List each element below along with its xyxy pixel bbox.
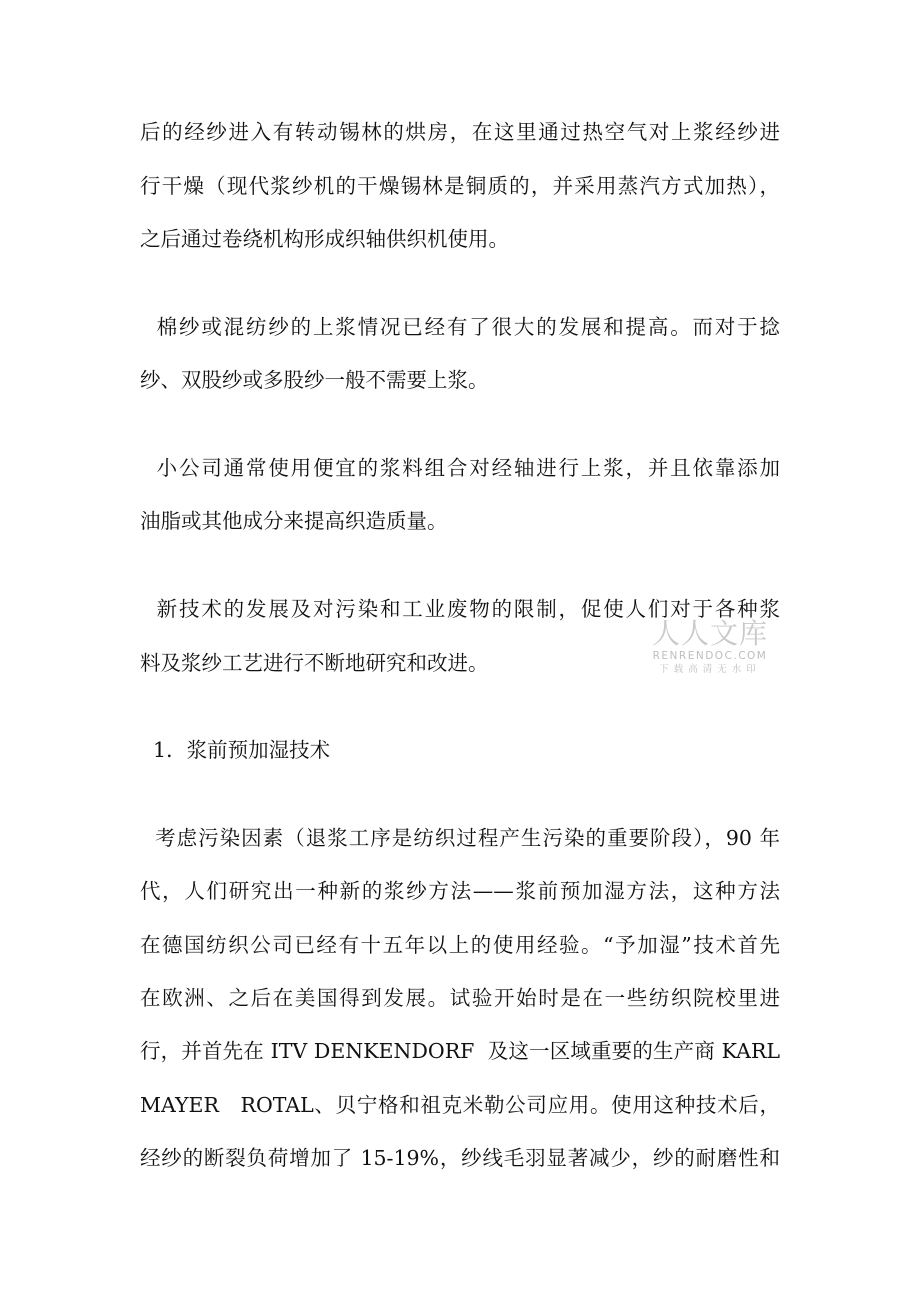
paragraph-5-line-4: 在欧洲、之后在美国得到发展。试验开始时是在一些纺织院校里进 xyxy=(140,986,780,1010)
paragraph-4-line-1: 新技术的发展及对污染和工业废物的限制，促使人们对于各种浆 xyxy=(140,597,780,621)
paragraph-5-line-6: MAYER ROTAL、贝宁格和祖克米勒公司应用。使用这种技术后， xyxy=(140,1093,780,1117)
paragraph-1-line-3: 之后通过卷绕机构形成织轴供织机使用。 xyxy=(140,227,509,251)
watermark-url: RENRENDOC.COM xyxy=(652,650,768,662)
section-heading: 1．浆前预加湿技术 xyxy=(140,738,331,762)
paragraph-5-line-1: 考虑污染因素（退浆工序是纺织过程产生污染的重要阶段），90 年 xyxy=(140,826,780,850)
watermark-title: 人人文库 xyxy=(651,617,768,650)
paragraph-1-line-2: 行干燥（现代浆纱机的干燥锡林是铜质的，并采用蒸汽方式加热）， xyxy=(140,174,780,198)
paragraph-1-line-1: 后的经纱进入有转动锡林的烘房，在这里通过热空气对上浆经纱进 xyxy=(140,120,780,144)
watermark-subtitle: 下载高清无水印 xyxy=(659,664,761,675)
paragraph-3-line-2: 油脂或其他成分来提高织造质量。 xyxy=(140,509,448,533)
paragraph-3-line-1: 小公司通常使用便宜的浆料组合对经轴进行上浆，并且依靠添加 xyxy=(140,456,780,480)
watermark-logo xyxy=(640,618,780,676)
paragraph-5-line-3: 在德国纺织公司已经有十五年以上的使用经验。“予加湿”技术首先 xyxy=(140,933,780,957)
paragraph-5-line-2: 代，人们研究出一种新的浆纱方法——浆前预加湿方法，这种方法 xyxy=(140,879,780,903)
paragraph-2-line-1: 棉纱或混纺纱的上浆情况已经有了很大的发展和提高。而对于捻 xyxy=(140,315,780,339)
paragraph-5-line-7: 经纱的断裂负荷增加了 15-19%，纱线毛羽显著减少，纱的耐磨性和 xyxy=(140,1146,780,1170)
paragraph-4-line-2: 料及浆纱工艺进行不断地研究和改进。 xyxy=(140,651,489,675)
paragraph-2-line-2: 纱、双股纱或多股纱一般不需要上浆。 xyxy=(140,368,489,392)
paragraph-5-line-5: 行，并首先在 ITV DENKENDORF 及这一区域重要的生产商 KARL xyxy=(140,1039,780,1063)
